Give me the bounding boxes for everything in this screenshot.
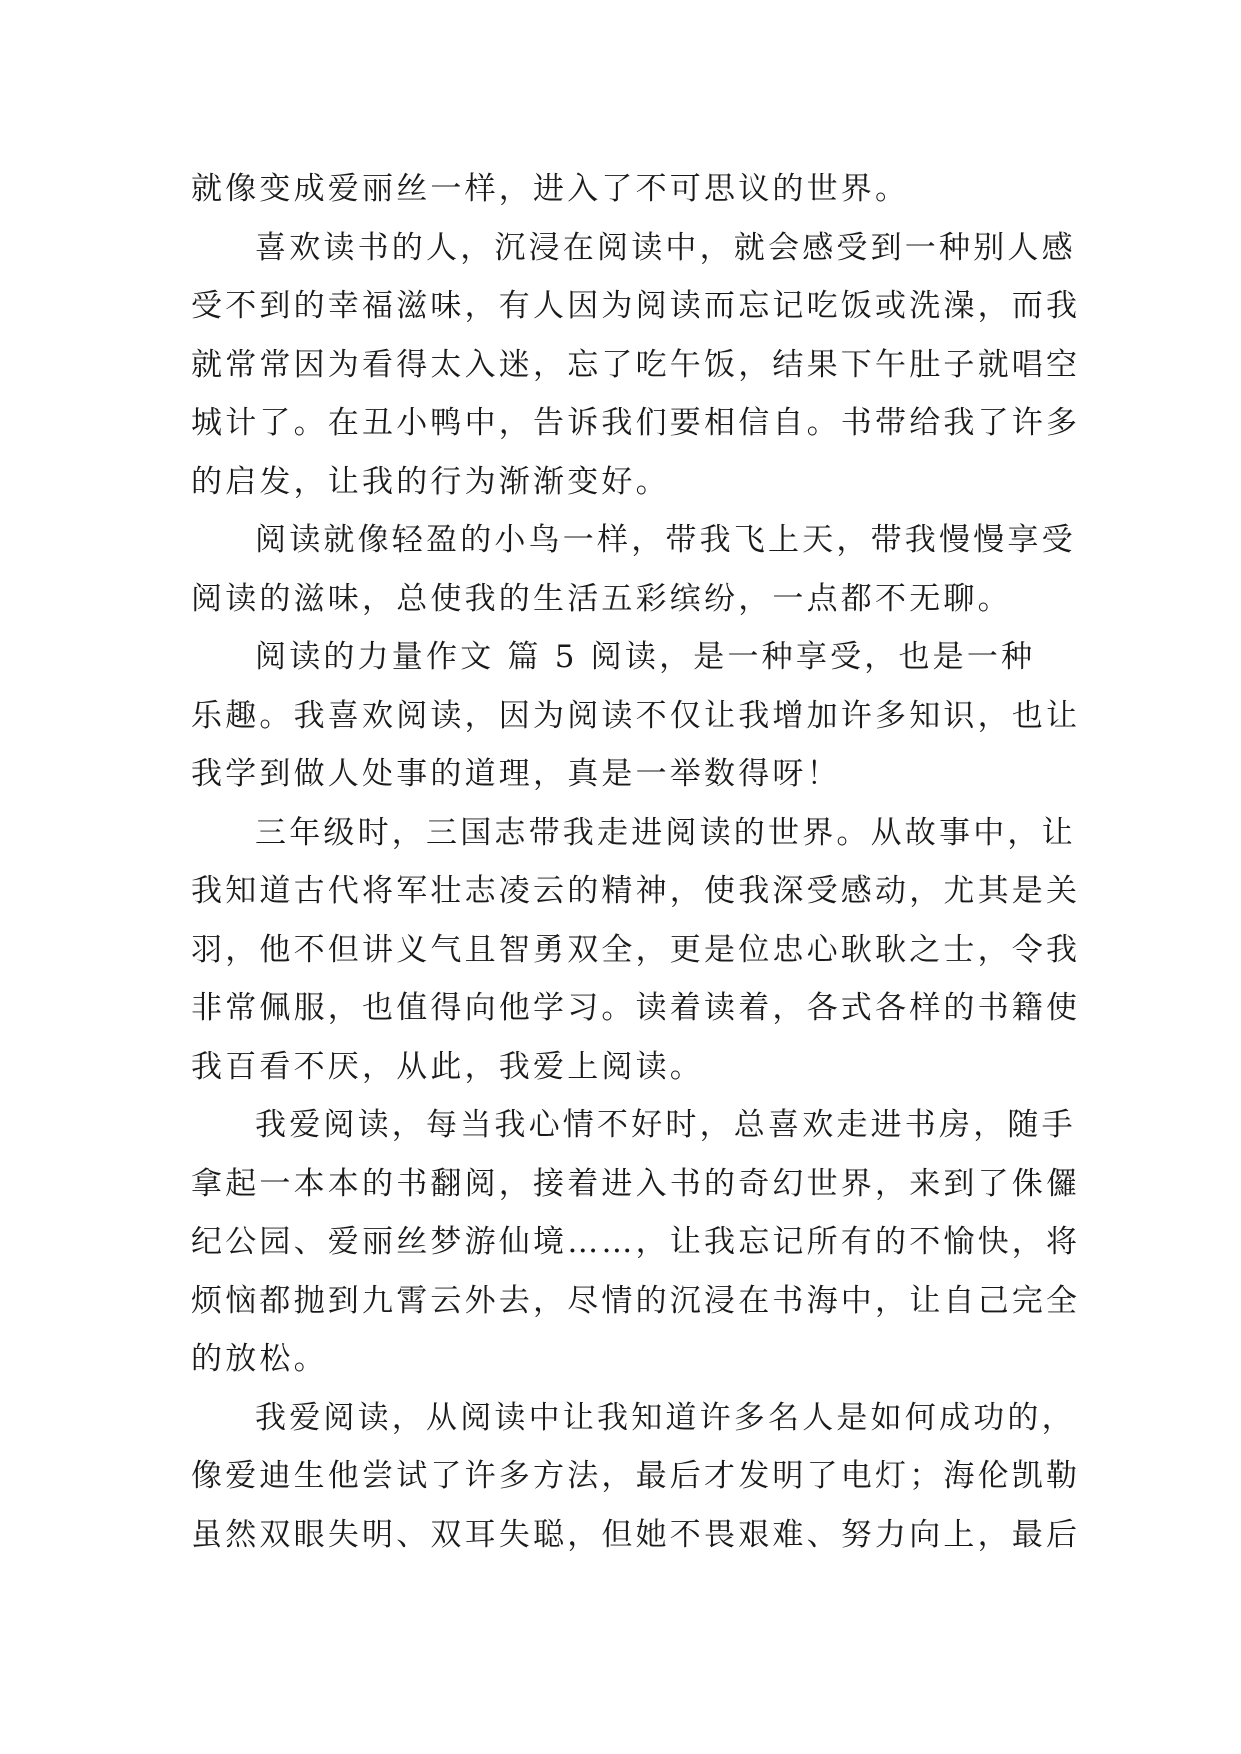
text-line: 我百看不厌，从此，我爱上阅读。 [191,1048,704,1085]
text-line: 我学到做人处事的道理，真是一举数得呀！ [191,756,841,792]
text-line: 非常佩服，也值得向他学习。读着读着，各式各样的书籍使 [191,990,1081,1026]
text-line: 三年级时，三国志带我走进阅读的世界。从故事中，让 [255,814,1076,851]
text-line: 烦恼都抛到九霄云外去，尽情的沉浸在书海中，让自己完全 [191,1282,1081,1319]
text-line: 拿起一本本的书翻阅，接着进入书的奇幻世界，来到了侏儸 [191,1165,1081,1202]
text-line: 就像变成爱丽丝一样，进入了不可思议的世界。 [191,171,910,207]
text-line: 阅读就像轻盈的小鸟一样，带我飞上天，带我慢慢享受 [255,522,1076,558]
text-line: 我爱阅读，从阅读中让我知道许多名人是如何成功的， [255,1399,1076,1436]
text-line: 像爱迪生他尝试了许多方法，最后才发明了电灯；海伦凯勒 [191,1458,1081,1494]
text-line: 就常常因为看得太入迷，忘了吃午饭，结果下午肚子就唱空 [191,346,1081,383]
text-line: 虽然双眼失明、双耳失聪，但她不畏艰难、努力向上，最后 [191,1516,1081,1553]
text-line: 我知道古代将军壮志凌云的精神，使我深受感动，尤其是关 [191,873,1081,909]
text-line: 的启发，让我的行为渐渐变好。 [191,463,670,500]
text-line: 受不到的幸福滋味，有人因为阅读而忘记吃饭或洗澡，而我 [191,288,1081,324]
text-line: 乐趣。我喜欢阅读，因为阅读不仅让我增加许多知识，也让 [191,697,1081,734]
text-line: 阅读的力量作文 篇 5 阅读，是一种享受，也是一种 [255,639,1036,675]
text-line: 我爱阅读，每当我心情不好时，总喜欢走进书房，随手 [255,1107,1076,1143]
text-line: 城计了。在丑小鸭中，告诉我们要相信自。书带给我了许多 [191,405,1081,441]
text-line: 纪公园、爱丽丝梦游仙境……，让我忘记所有的不愉快，将 [191,1224,1081,1260]
body-text [191,160,1081,1564]
text-line: 喜欢读书的人，沉浸在阅读中，就会感受到一种别人感 [255,229,1076,266]
text-line: 阅读的滋味，总使我的生活五彩缤纷，一点都不无聊。 [191,580,1012,617]
text-line: 的放松。 [191,1341,328,1377]
text-line: 羽，他不但讲义气且智勇双全，更是位忠心耿耿之士，令我 [191,931,1081,968]
